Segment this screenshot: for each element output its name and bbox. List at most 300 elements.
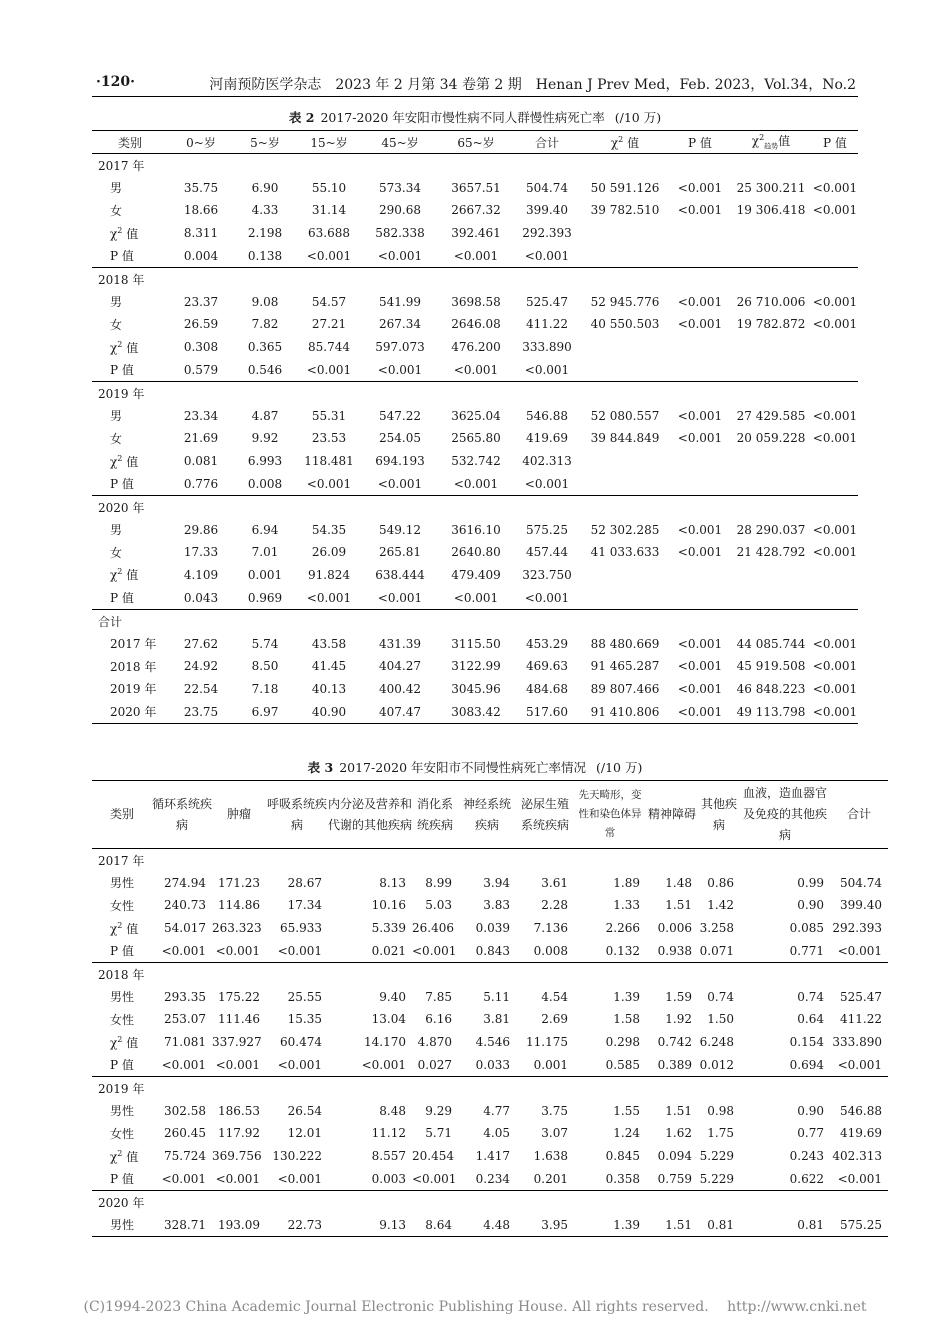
table-cell: 0.081	[183, 454, 219, 469]
table-cell: 9.13	[328, 1214, 412, 1237]
table-cell: 0.001	[533, 1057, 568, 1072]
table-row	[92, 986, 888, 1009]
table-cell: <0.001	[812, 203, 858, 218]
table-cell: 638.444	[375, 567, 425, 582]
table-row	[92, 632, 858, 655]
table-cell: 193.09	[212, 1214, 266, 1237]
table-cell: 1.42	[707, 898, 734, 913]
row-label: 男性	[110, 990, 135, 1005]
table-cell: <0.001	[837, 943, 882, 958]
table-row	[92, 427, 858, 450]
table-row	[92, 381, 858, 404]
table-cell: 0.546	[247, 362, 283, 377]
table-cell: 1.24	[613, 1126, 640, 1141]
table-cell: 3657.51	[451, 180, 501, 195]
table-cell: 8.50	[251, 659, 279, 674]
table-cell: <0.001	[161, 943, 206, 958]
table-cell: 23.34	[183, 408, 219, 423]
table-cell	[812, 564, 858, 587]
table-cell: 5.229	[699, 1149, 734, 1164]
table-cell: 40.13	[311, 681, 347, 696]
table-cell: 41 033.633	[590, 545, 660, 560]
table-cell: 26.09	[311, 545, 347, 560]
table-cell: 399.40	[840, 898, 882, 913]
table-cell: 0.90	[797, 1103, 824, 1118]
row-label: P 值	[110, 477, 134, 492]
table-cell: 260.45	[164, 1126, 206, 1141]
table-row	[92, 541, 858, 564]
table-cell: 2640.80	[451, 545, 501, 560]
table-cell: 479.409	[451, 567, 501, 582]
table-cell: 504.74	[526, 180, 568, 195]
row-label: 2018 年	[110, 659, 157, 674]
table-cell: 5.339	[371, 921, 406, 936]
table-cell: <0.001	[812, 681, 858, 696]
table-cell: <0.001	[812, 659, 858, 674]
table-cell: 63.688	[308, 226, 350, 241]
table-cell	[812, 336, 858, 359]
table3-col-header: 泌尿生殖系统疾病	[516, 781, 574, 849]
table-cell: 54.57	[311, 294, 347, 309]
table-cell: 546.88	[526, 408, 568, 423]
table2-group	[92, 381, 858, 495]
table-cell: 517.60	[514, 700, 580, 723]
table-cell: 18.66	[183, 203, 219, 218]
table-cell	[812, 472, 858, 495]
table2-col-header: P 值	[670, 131, 730, 154]
table-cell: 0.003	[371, 1171, 406, 1186]
table-cell: 369.756	[212, 1149, 262, 1164]
table2-col-header: P 值	[812, 131, 858, 154]
row-label: P 值	[110, 591, 134, 606]
table-cell: 85.744	[308, 340, 350, 355]
table-cell: 3122.99	[451, 659, 501, 674]
table-cell: 26.406	[412, 921, 454, 936]
table-cell: 575.25	[526, 522, 568, 537]
table-cell: <0.001	[377, 476, 423, 491]
table2-title: 2017-2020 年安阳市慢性病不同人群慢性病死亡率	[320, 110, 605, 125]
table-cell: 267.34	[379, 317, 421, 332]
table-cell: 0.845	[605, 1149, 640, 1164]
table-cell: 0.843	[475, 943, 510, 958]
table-cell: 0.90	[797, 898, 824, 913]
row-label: P 值	[110, 1172, 134, 1187]
table-cell: 2.198	[247, 226, 283, 241]
table-cell	[730, 222, 812, 245]
table2-caption	[92, 108, 858, 126]
table-cell: 23.75	[168, 700, 234, 723]
table-cell: 253.07	[164, 1012, 206, 1027]
table-cell: 0.579	[183, 362, 219, 377]
table-cell: 0.358	[605, 1171, 640, 1186]
row-label: 女性	[110, 1012, 135, 1027]
table-cell: 27.62	[183, 636, 219, 651]
table-row	[92, 1167, 888, 1190]
row-label: 女性	[110, 1126, 135, 1141]
table-row	[92, 267, 858, 290]
table-row	[92, 700, 858, 723]
table-cell: 6.248	[699, 1035, 734, 1050]
table-cell: 8.99	[425, 875, 452, 890]
table-cell: 89 807.466	[590, 681, 660, 696]
row-label: 女	[110, 431, 123, 446]
table-row	[92, 564, 858, 587]
table-cell: 453.29	[526, 636, 568, 651]
table-cell	[670, 450, 730, 473]
table-cell	[730, 586, 812, 609]
row-label: 2017 年	[110, 637, 157, 652]
table-cell: 22.73	[266, 1214, 328, 1237]
table-cell: 39 844.849	[590, 431, 660, 446]
table3-col-header: 呼吸系统疾病	[266, 781, 328, 849]
table-cell: 0.81	[698, 1214, 740, 1237]
table-cell: 7.85	[425, 989, 452, 1004]
table-cell: 186.53	[218, 1103, 260, 1118]
table2-col-header: 45~岁	[362, 131, 438, 154]
table-cell: 22.54	[183, 681, 219, 696]
table-cell: 3.94	[483, 875, 510, 890]
table-cell: 28 290.037	[736, 522, 806, 537]
table-cell: 0.365	[247, 340, 283, 355]
table-cell	[670, 336, 730, 359]
table-row	[92, 291, 858, 314]
table-cell: 2565.80	[451, 431, 501, 446]
table-cell: 597.073	[375, 340, 425, 355]
table2-group	[92, 495, 858, 609]
table-cell: 25 300.211	[736, 180, 806, 195]
table-cell: 4.05	[483, 1126, 510, 1141]
table-cell: 323.750	[522, 567, 572, 582]
table-cell: 3.07	[541, 1126, 568, 1141]
table-cell	[812, 358, 858, 381]
row-label: $\chi^2$ 值	[110, 1034, 139, 1050]
table-cell: 65.933	[280, 921, 322, 936]
table-cell: 525.47	[526, 294, 568, 309]
table-cell: <0.001	[377, 590, 423, 605]
table-cell: 337.927	[212, 1035, 262, 1050]
table-cell: 476.200	[451, 340, 501, 355]
table-cell: 254.05	[379, 431, 421, 446]
table2-col-header: $\chi^2$ 值	[580, 131, 670, 154]
table2-col-header: 合计	[514, 131, 580, 154]
table-cell: 0.74	[797, 989, 824, 1004]
table-cell: 75.724	[164, 1149, 206, 1164]
group-title: 2017 年	[98, 853, 145, 868]
table-row	[92, 872, 888, 895]
table-cell	[580, 586, 670, 609]
table-cell: 399.40	[526, 203, 568, 218]
table-row	[92, 519, 858, 542]
table2-col-header: 0~岁	[168, 131, 234, 154]
table-cell: 1.75	[707, 1126, 734, 1141]
table-cell: 1.58	[613, 1012, 640, 1027]
table-cell: <0.001	[306, 248, 352, 263]
table-cell: <0.001	[215, 1057, 260, 1072]
table-cell: <0.001	[677, 681, 723, 696]
table-cell: 1.51	[665, 898, 692, 913]
table-cell: 0.201	[533, 1171, 568, 1186]
table-row	[92, 495, 858, 518]
table-cell: 0.138	[247, 248, 283, 263]
table-cell: <0.001	[377, 248, 423, 263]
table-cell: 0.043	[183, 590, 219, 605]
table-cell: 469.63	[526, 659, 568, 674]
table-cell	[730, 244, 812, 267]
group-title: 2020 年	[92, 495, 858, 518]
table-row	[92, 1100, 888, 1123]
table-cell	[580, 472, 670, 495]
table-cell: 23.53	[311, 431, 347, 446]
table2-col-header: 15~岁	[296, 131, 362, 154]
table-cell	[580, 450, 670, 473]
table-cell: 0.77	[797, 1126, 824, 1141]
table-cell: 431.39	[379, 636, 421, 651]
table-cell: 52 945.776	[590, 294, 660, 309]
table-cell: 4.870	[417, 1035, 452, 1050]
table-cell: 292.393	[832, 921, 882, 936]
table-cell: <0.001	[453, 590, 499, 605]
table-cell	[812, 586, 858, 609]
table-cell: 19 782.872	[736, 317, 806, 332]
table-cell: 302.58	[164, 1103, 206, 1118]
table-row	[92, 849, 888, 872]
row-label: 2019 年	[110, 682, 157, 697]
table-cell: 20.454	[412, 1149, 454, 1164]
table-cell: 293.35	[164, 989, 206, 1004]
table-cell: 1.89	[613, 875, 640, 890]
table-cell: 26 710.006	[736, 294, 806, 309]
table-cell: <0.001	[677, 431, 723, 446]
table-cell: 5.71	[425, 1126, 452, 1141]
table3-col-header: 消化系统疾病	[412, 781, 458, 849]
table-cell: 4.546	[475, 1035, 510, 1050]
table-cell: 3.81	[483, 1012, 510, 1027]
row-label: 男	[110, 181, 123, 196]
table-cell: 0.694	[789, 1057, 824, 1072]
group-title: 2019 年	[92, 381, 858, 404]
table-cell: 0.776	[183, 476, 219, 491]
table-cell: <0.001	[453, 476, 499, 491]
table2	[92, 130, 858, 724]
table-cell: 0.154	[789, 1035, 824, 1050]
row-label: $\chi^2$ 值	[110, 920, 139, 936]
table3-col-header: 其他疾病	[698, 781, 740, 849]
table-cell: 402.313	[522, 454, 572, 469]
table-cell: 44 085.744	[736, 636, 806, 651]
table-cell: <0.001	[277, 1171, 322, 1186]
table-row	[92, 939, 888, 962]
row-label: P 值	[110, 249, 134, 264]
table-cell: 1.55	[613, 1103, 640, 1118]
table-cell: 21 428.792	[736, 545, 806, 560]
row-label: 女	[110, 317, 123, 332]
table-cell: 575.25	[830, 1214, 888, 1237]
row-label: 男	[110, 295, 123, 310]
table-cell: <0.001	[306, 590, 352, 605]
table3-header-row	[92, 781, 888, 849]
table-cell	[812, 222, 858, 245]
table-cell: 9.92	[251, 431, 279, 446]
table-cell: 17.33	[183, 545, 219, 560]
table-cell: 1.51	[646, 1214, 698, 1237]
table-row	[92, 222, 858, 245]
table-cell	[580, 244, 670, 267]
table-cell: <0.001	[812, 408, 858, 423]
table3-col-header: 神经系统疾病	[458, 781, 516, 849]
table-cell: 573.34	[379, 180, 421, 195]
table-cell: 43.58	[311, 636, 347, 651]
table-cell: 407.47	[362, 700, 438, 723]
table-cell: <0.001	[524, 590, 570, 605]
table-cell: 7.01	[251, 545, 279, 560]
table-cell: 525.47	[840, 989, 882, 1004]
table-cell: 21.69	[183, 431, 219, 446]
row-label: 男	[110, 409, 123, 424]
table-cell: <0.001	[161, 1171, 206, 1186]
table-cell: 0.243	[789, 1149, 824, 1164]
group-title: 2020 年	[92, 1190, 888, 1213]
table-cell	[580, 222, 670, 245]
table-cell: 4.54	[541, 989, 568, 1004]
row-label: $\chi^2$ 值	[110, 1148, 139, 1164]
table-cell: 5.74	[251, 636, 279, 651]
table-cell: 3083.42	[438, 700, 514, 723]
table-cell: 3.83	[483, 898, 510, 913]
table-cell: 0.039	[475, 921, 510, 936]
table2-col-header: $\chi^2_{趋势}$值	[730, 131, 812, 154]
table-cell: 0.99	[797, 875, 824, 890]
table-cell: <0.001	[277, 1057, 322, 1072]
table-cell: 0.98	[707, 1103, 734, 1118]
table-cell: 0.094	[657, 1149, 692, 1164]
table-cell: <0.001	[412, 1171, 457, 1186]
table-cell: <0.001	[812, 431, 858, 446]
table-cell	[670, 472, 730, 495]
table-cell: 0.81	[740, 1214, 830, 1237]
row-label: $\chi^2$ 值	[110, 339, 139, 355]
table-cell: 1.39	[574, 1214, 646, 1237]
row-label: $\chi^2$ 值	[110, 567, 139, 583]
table-cell: 28.67	[287, 875, 322, 890]
table-cell: 0.742	[657, 1035, 692, 1050]
table-cell: 117.92	[218, 1126, 260, 1141]
table-cell: <0.001	[524, 476, 570, 491]
table-cell: 1.62	[665, 1126, 692, 1141]
table-cell: 171.23	[218, 875, 260, 890]
table-cell: <0.001	[306, 476, 352, 491]
table-cell	[670, 222, 730, 245]
table-cell: 26.54	[287, 1103, 322, 1118]
table-cell: 7.18	[251, 681, 279, 696]
table-cell: 541.99	[379, 294, 421, 309]
table-row	[92, 1031, 888, 1054]
table-cell: 45 919.508	[736, 659, 806, 674]
table-cell	[670, 586, 730, 609]
table-cell: 240.73	[164, 898, 206, 913]
table-cell: 263.323	[212, 921, 262, 936]
table2-group	[92, 154, 858, 268]
table-cell: 5.03	[425, 898, 452, 913]
table-row	[92, 1214, 888, 1237]
table-cell: 91 465.287	[590, 659, 660, 674]
table-cell: 2.69	[541, 1012, 568, 1027]
table-cell: 0.969	[247, 590, 283, 605]
table-row	[92, 678, 858, 701]
table-row	[92, 358, 858, 381]
table-row	[92, 177, 858, 200]
table-cell: 6.94	[251, 522, 279, 537]
table-row	[92, 336, 858, 359]
table-cell: 1.39	[613, 989, 640, 1004]
table-cell: 6.97	[234, 700, 296, 723]
table3-col-header: 循环系统疾病	[152, 781, 212, 849]
table-cell: <0.001	[677, 545, 723, 560]
row-label: P 值	[110, 363, 134, 378]
table3-label: 表 3	[307, 760, 334, 775]
table-cell: 12.01	[287, 1126, 322, 1141]
table-cell: <0.001	[215, 943, 260, 958]
table-cell: 130.222	[272, 1149, 322, 1164]
row-label: 男性	[92, 1214, 152, 1237]
table-cell: 0.027	[417, 1057, 452, 1072]
table3-col-header: 先天畸形，变性和染色体异常	[574, 781, 646, 849]
table2-label: 表 2	[288, 110, 315, 125]
table-cell: <0.001	[812, 317, 858, 332]
row-label: 男性	[110, 876, 135, 891]
copyright-footer: (C)1994-2023 China Academic Journal Electronic Publishing House. All rights reserved. http://www.cnki.net	[83, 1299, 867, 1315]
table-cell: <0.001	[677, 203, 723, 218]
row-label: P 值	[110, 944, 134, 959]
table-cell: 400.42	[379, 681, 421, 696]
group-title: 2019 年	[92, 1076, 888, 1099]
table-cell: 3625.04	[451, 408, 501, 423]
table-cell: <0.001	[277, 943, 322, 958]
table-row	[92, 313, 858, 336]
table-cell: 0.012	[699, 1057, 734, 1072]
table-cell: 457.44	[526, 545, 568, 560]
table-cell: 0.033	[475, 1057, 510, 1072]
table-cell: 25.55	[287, 989, 322, 1004]
table-cell: 55.10	[311, 180, 347, 195]
row-label: 女性	[110, 898, 135, 913]
table-cell: 0.006	[657, 921, 692, 936]
table-row	[92, 1190, 888, 1213]
table-cell: <0.001	[524, 362, 570, 377]
table-cell: 8.48	[379, 1103, 406, 1118]
table-cell: 39 782.510	[590, 203, 660, 218]
table-cell: 0.389	[657, 1057, 692, 1072]
table-cell: 55.31	[311, 408, 347, 423]
table-cell: 1.59	[665, 989, 692, 1004]
table3-col-header: 内分泌及营养和代谢的其他疾病	[328, 781, 412, 849]
table-cell: 8.13	[379, 875, 406, 890]
table-cell: 419.69	[840, 1126, 882, 1141]
table-cell: 20 059.228	[736, 431, 806, 446]
table-cell: 2.28	[541, 898, 568, 913]
table-cell: 4.77	[483, 1103, 510, 1118]
table-cell: 328.71	[152, 1214, 212, 1237]
table2-col-header: 65~岁	[438, 131, 514, 154]
journal-info: 河南预防医学杂志 2023 年 2 月第 34 卷第 2 期 Henan J Prev Med，Feb. 2023，Vol.34，No.2	[209, 77, 856, 93]
table-cell: 547.22	[379, 408, 421, 423]
page-number: ·120·	[96, 74, 135, 90]
table-cell: 3.75	[541, 1103, 568, 1118]
table-cell: <0.001	[677, 317, 723, 332]
table-row	[92, 1122, 888, 1145]
table-cell: 1.51	[665, 1103, 692, 1118]
table2-header-row	[92, 131, 858, 154]
table-cell: 8.557	[371, 1149, 406, 1164]
